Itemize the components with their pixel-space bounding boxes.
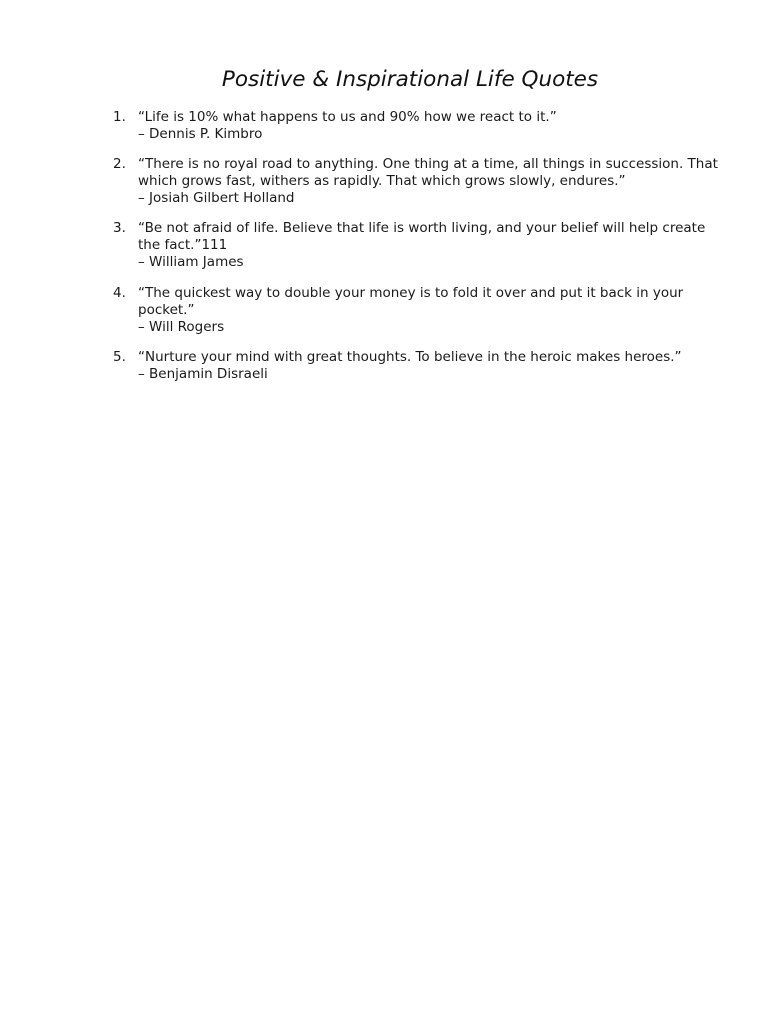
list-number: 1. xyxy=(113,109,126,125)
quote-author: – William James xyxy=(138,254,244,270)
quote-body xyxy=(138,109,728,143)
quote-author: – Benjamin Disraeli xyxy=(138,366,268,382)
quote-author: – Josiah Gilbert Holland xyxy=(138,190,295,206)
quote-text: “Be not afraid of life. Believe that life is worth living, and your belief will help create the fact.”111 xyxy=(138,220,706,253)
quote-body xyxy=(138,156,728,207)
quote-text: “There is no royal road to anything. One thing at a time, all things in succession. That which grows fast, withers as rapidly. That which grows slowly, endures.” xyxy=(138,156,718,189)
quote-body xyxy=(138,220,728,271)
quote-text: “The quickest way to double your money is to fold it over and put it back in your pocket.” xyxy=(138,285,684,318)
quote-body xyxy=(138,349,728,383)
quote-text: “Nurture your mind with great thoughts. To believe in the heroic makes heroes.” xyxy=(138,349,682,365)
quote-body xyxy=(138,285,728,336)
page-title: Positive & Inspirational Life Quotes xyxy=(221,67,599,92)
list-number: 5. xyxy=(113,349,126,365)
list-number: 2. xyxy=(113,156,126,172)
quote-author: – Will Rogers xyxy=(138,319,225,335)
quote-author: – Dennis P. Kimbro xyxy=(138,126,263,142)
list-number: 4. xyxy=(113,285,126,301)
quote-text: “Life is 10% what happens to us and 90% how we react to it.” xyxy=(138,109,557,125)
list-number: 3. xyxy=(113,220,126,236)
